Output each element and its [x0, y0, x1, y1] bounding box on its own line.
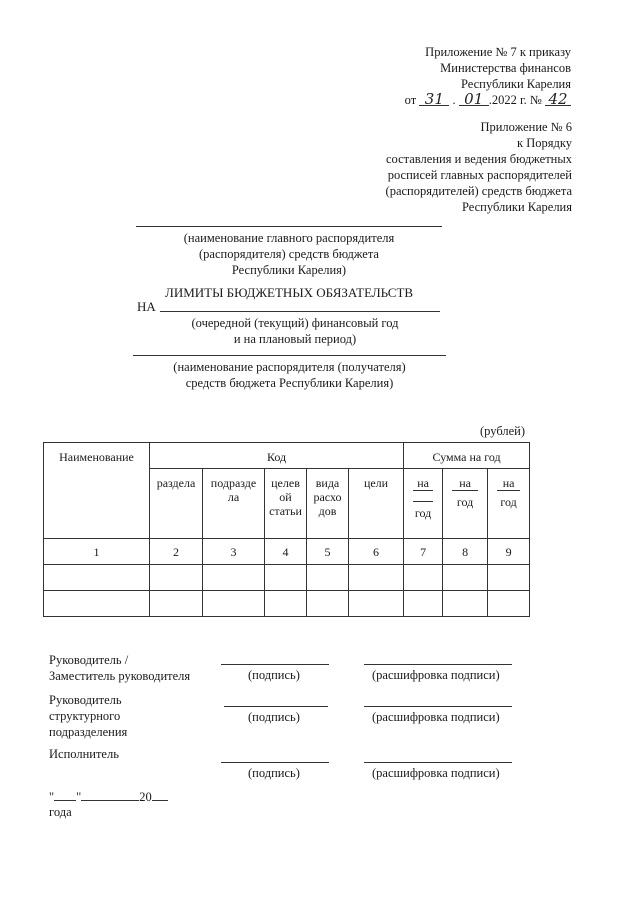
- recipient-caption: [133, 359, 446, 391]
- appendix-6-header: [386, 119, 572, 215]
- exec-label: Исполнитель: [49, 747, 119, 761]
- header-code: Код: [150, 443, 404, 469]
- caption-line: и на плановый период): [233, 332, 357, 346]
- table-cell[interactable]: [443, 591, 488, 617]
- table-row[interactable]: [44, 565, 530, 591]
- sum-col-bottom: год: [456, 495, 474, 509]
- col-number: 4: [265, 539, 307, 565]
- col-number: 8: [443, 539, 488, 565]
- head-label: [49, 652, 190, 684]
- appendix-6-line: составления и ведения бюджетных: [385, 152, 572, 166]
- table-cell[interactable]: [404, 565, 443, 591]
- col-number: 2: [150, 539, 203, 565]
- struct-label-line: Руководитель: [49, 693, 122, 707]
- table-cell[interactable]: [265, 591, 307, 617]
- period-field[interactable]: [160, 311, 440, 312]
- struct-signature-field[interactable]: [224, 706, 328, 707]
- appendix-7-line3: Республики Карелия: [460, 77, 571, 91]
- caption-line: средств бюджета Республики Карелия): [185, 376, 394, 390]
- subheader-expense-type: вида расхо дов: [307, 469, 349, 539]
- struct-label: [49, 692, 127, 740]
- caption-line: (очередной (текущий) финансовый год: [191, 316, 399, 330]
- appendix-6-line: Республики Карелия: [461, 200, 572, 214]
- table-cell[interactable]: [150, 565, 203, 591]
- appendix-6-line: росписей главных распорядителей: [387, 168, 572, 182]
- table-cell[interactable]: [488, 565, 530, 591]
- appendix-6-line: Приложение № 6: [480, 120, 572, 134]
- limits-table: [43, 442, 530, 617]
- date-year-field[interactable]: [152, 800, 168, 801]
- recipient-field[interactable]: [133, 355, 446, 356]
- order-number: 42: [545, 93, 571, 106]
- sum-col-top: на: [413, 476, 433, 491]
- exec-decode-field[interactable]: [364, 762, 512, 763]
- date-month-field[interactable]: [81, 800, 139, 801]
- col-number: 6: [349, 539, 404, 565]
- struct-sign-caption: (подпись): [248, 710, 300, 724]
- struct-label-line: структурного: [49, 709, 121, 723]
- subheader-subsection: подразде ла: [203, 469, 265, 539]
- order-month: 01: [459, 93, 489, 106]
- table-cell[interactable]: [44, 565, 150, 591]
- head-decode-caption: (расшифровка подписи): [372, 668, 500, 682]
- table-cell[interactable]: [404, 591, 443, 617]
- units-label: (рублей): [480, 424, 526, 438]
- order-year: .2022 г. №: [488, 93, 542, 107]
- subheader-section: раздела: [150, 469, 203, 539]
- date-quote-open: ": [49, 790, 55, 804]
- struct-decode-field[interactable]: [364, 706, 512, 707]
- appendix-6-line: (распорядителей) средств бюджета: [385, 184, 572, 198]
- head-signature-field[interactable]: [221, 664, 329, 665]
- col-number: 9: [488, 539, 530, 565]
- main-distributor-field[interactable]: [136, 226, 442, 227]
- main-distributor-caption: [136, 230, 442, 278]
- table-number-row: [44, 539, 530, 565]
- date-year-prefix: 20: [139, 790, 152, 804]
- struct-decode-caption: (расшифровка подписи): [372, 710, 500, 724]
- table-cell[interactable]: [349, 591, 404, 617]
- col-number: 3: [203, 539, 265, 565]
- appendix-6-line: к Порядку: [517, 136, 572, 150]
- subheader-sum-year-3: [488, 469, 530, 539]
- exec-decode-caption: (расшифровка подписи): [372, 766, 500, 780]
- subheader-sum-year-1: [404, 469, 443, 539]
- subheader-purpose: цели: [349, 469, 404, 539]
- appendix-7-date-line: от 31 . 01 .2022 г. № 42: [405, 92, 571, 108]
- date-prefix: от: [404, 93, 417, 107]
- sum-col-bottom: год: [500, 495, 517, 509]
- header-sum: Сумма на год: [404, 443, 530, 469]
- na-label: НА: [137, 299, 156, 314]
- table-cell[interactable]: [349, 565, 404, 591]
- document-title: ЛИМИТЫ БЮДЖЕТНЫХ ОБЯЗАТЕЛЬСТВ: [165, 285, 414, 300]
- appendix-7-line2: Министерства финансов: [440, 61, 571, 75]
- table-cell[interactable]: [203, 591, 265, 617]
- head-decode-field[interactable]: [364, 664, 512, 665]
- caption-line: (наименование главного распорядителя: [183, 231, 395, 245]
- table-cell[interactable]: [488, 591, 530, 617]
- date-line: [49, 790, 168, 805]
- table-cell[interactable]: [307, 565, 349, 591]
- table-cell[interactable]: [307, 591, 349, 617]
- head-label-line: Руководитель /: [49, 653, 129, 667]
- col-number: 1: [44, 539, 150, 565]
- col-number: 7: [404, 539, 443, 565]
- exec-sign-caption: (подпись): [248, 766, 300, 780]
- table-cell[interactable]: [150, 591, 203, 617]
- period-caption: [150, 315, 440, 347]
- table-cell[interactable]: [443, 565, 488, 591]
- col-number: 5: [307, 539, 349, 565]
- head-label-line: Заместитель руководителя: [49, 669, 191, 683]
- date-suffix: года: [49, 805, 72, 819]
- date-quote-close: ": [76, 790, 82, 804]
- sum-col-top: на: [497, 476, 520, 491]
- table-cell[interactable]: [265, 565, 307, 591]
- subheader-sum-year-2: [443, 469, 488, 539]
- table-cell[interactable]: [44, 591, 150, 617]
- appendix-7-header: [405, 44, 571, 108]
- table-cell[interactable]: [203, 565, 265, 591]
- head-sign-caption: (подпись): [248, 668, 300, 682]
- table-row[interactable]: [44, 591, 530, 617]
- sum-col-bottom: год: [414, 506, 432, 520]
- date-day-field[interactable]: [54, 800, 76, 801]
- header-name: Наименование: [44, 443, 150, 539]
- struct-label-line: подразделения: [49, 725, 128, 739]
- caption-line: Республики Карелия): [231, 263, 347, 277]
- sum-col-top: на: [452, 476, 478, 491]
- subheader-target-article: целев ой статьи: [265, 469, 307, 539]
- caption-line: (наименование распорядителя (получателя): [173, 360, 406, 374]
- exec-signature-field[interactable]: [221, 762, 329, 763]
- caption-line: (распорядителя) средств бюджета: [199, 247, 379, 261]
- order-day: 31: [419, 93, 449, 106]
- appendix-7-line1: Приложение № 7 к приказу: [425, 45, 571, 59]
- table-header-row: [44, 443, 530, 469]
